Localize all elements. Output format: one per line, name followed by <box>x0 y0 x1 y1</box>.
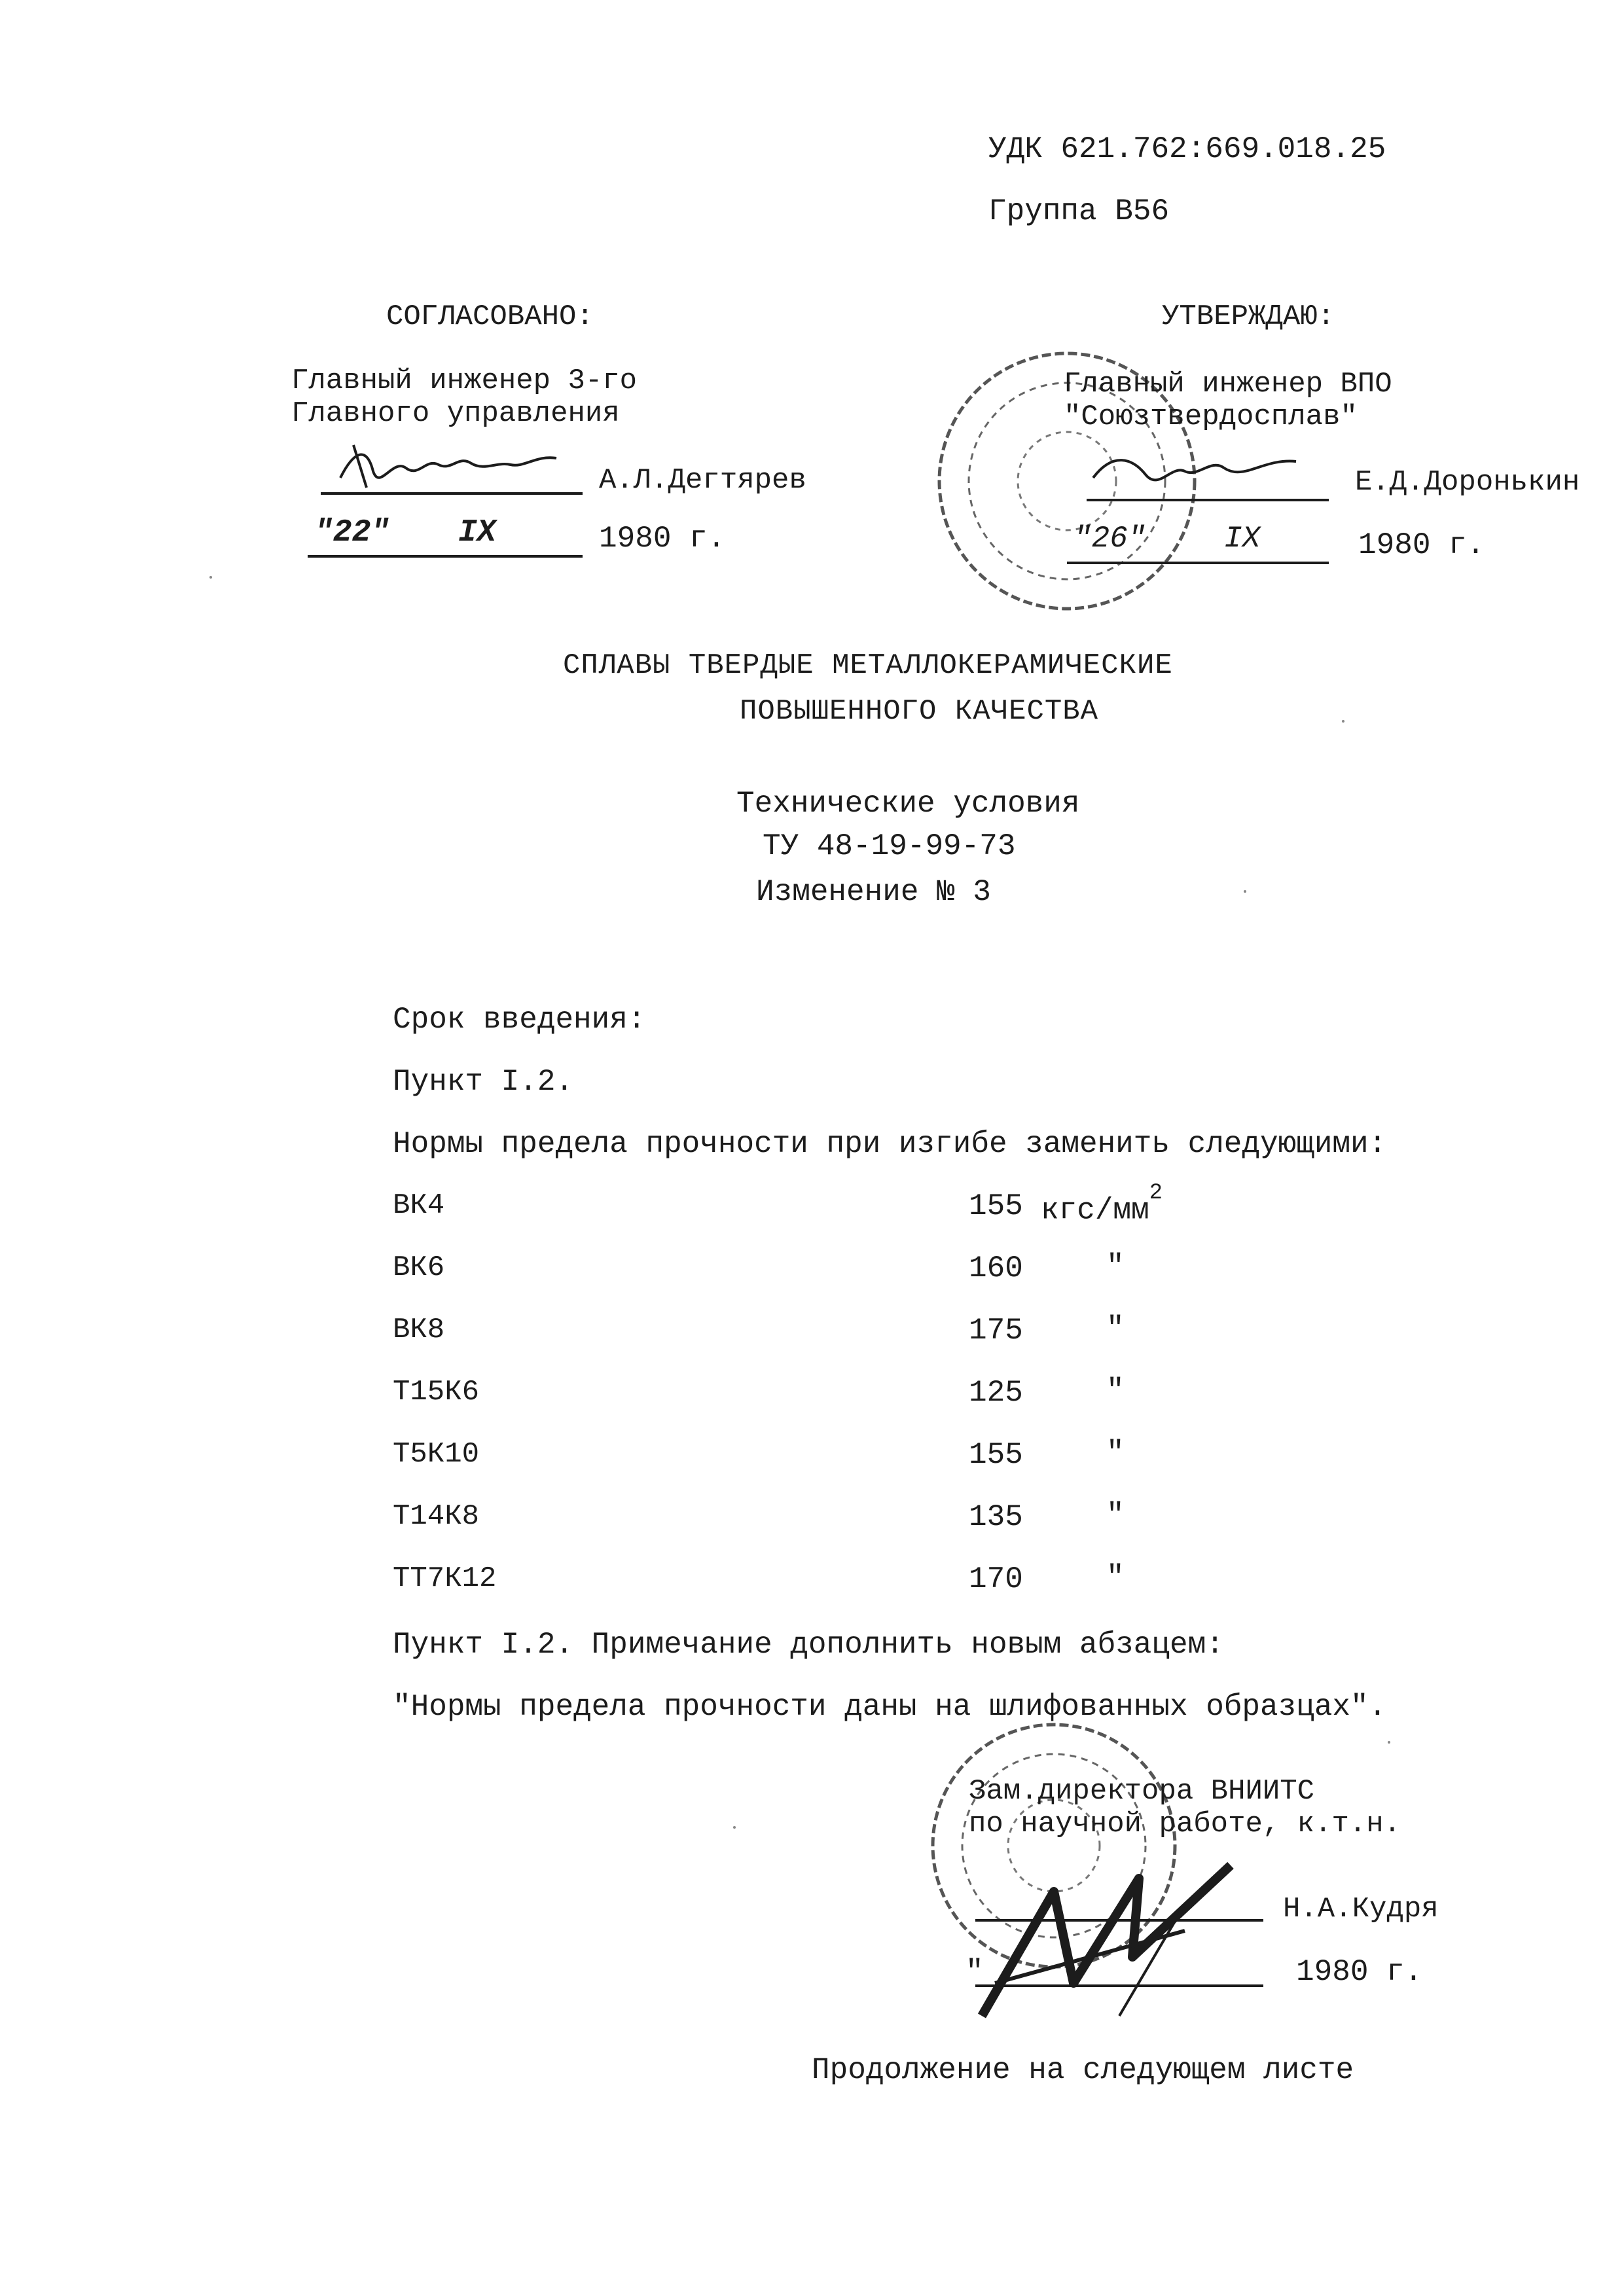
approved-position-line2: "Союзтвердосплав" <box>1064 401 1358 433</box>
signoff-position-line2: по научной работе, к.т.н. <box>969 1808 1401 1840</box>
scan-speck <box>733 1826 736 1829</box>
group-code: Группа В56 <box>988 194 1170 228</box>
approved-date-day: "26" <box>1074 522 1146 556</box>
agreed-date-day: "22" <box>314 515 390 550</box>
unit-exponent: 2 <box>1149 1181 1163 1206</box>
signoff-date-quote: " <box>965 1955 984 1989</box>
table-row-value: 155 <box>969 1189 1023 1223</box>
table-row-alloy: ВК8 <box>393 1314 445 1346</box>
scan-speck <box>1388 1741 1390 1744</box>
clause: Пункт I.2. <box>393 1065 574 1099</box>
approved-name: Е.Д.Доронькин <box>1355 466 1580 499</box>
table-row-value: 160 <box>969 1251 1023 1285</box>
approved-year: 1980 г. <box>1358 528 1485 562</box>
signoff-name: Н.А.Кудря <box>1283 1893 1439 1926</box>
table-row-value: 135 <box>969 1500 1023 1534</box>
agreed-position-line2: Главного управления <box>291 397 620 430</box>
unit-text: кгс/мм <box>1041 1193 1149 1228</box>
ditto-mark: " <box>1106 1498 1125 1532</box>
note-text: "Нормы предела прочности даны на шлифованных образцах". <box>393 1690 1387 1724</box>
approved-heading: УТВЕРЖДАЮ: <box>1162 300 1335 333</box>
ditto-mark: " <box>1106 1436 1125 1470</box>
signoff-signature-line <box>975 1919 1263 1922</box>
table-row-alloy: ТТ7К12 <box>393 1562 497 1595</box>
approved-position-line1: Главный инженер ВПО <box>1064 368 1392 401</box>
agreed-signature-line <box>321 492 583 495</box>
ditto-mark: " <box>1106 1249 1125 1283</box>
instruction: Нормы предела прочности при изгибе заменить следующими: <box>393 1127 1387 1161</box>
scan-speck <box>1342 720 1344 723</box>
signoff-year: 1980 г. <box>1296 1955 1423 1989</box>
table-row-alloy: ВК4 <box>393 1189 445 1222</box>
table-row-value: 170 <box>969 1562 1023 1596</box>
scan-speck <box>1244 890 1246 893</box>
agreed-year: 1980 г. <box>599 522 726 556</box>
agreed-name: А.Л.Дегтярев <box>599 464 806 497</box>
approved-date-line <box>1067 562 1329 564</box>
continuation-note: Продолжение на следующем листе <box>812 2053 1354 2087</box>
agreed-date-line <box>308 555 583 558</box>
agreed-position-line1: Главный инженер 3-го <box>291 365 638 397</box>
scan-speck <box>209 576 212 579</box>
signoff-signature <box>969 1852 1250 2029</box>
signoff-date-line <box>975 1984 1263 1987</box>
spec-change: Изменение № 3 <box>756 875 991 909</box>
ditto-mark: " <box>1106 1560 1125 1594</box>
ditto-mark: " <box>1106 1312 1125 1346</box>
table-row-unit <box>1041 1181 1163 1228</box>
table-row-value: 175 <box>969 1314 1023 1348</box>
spec-number: ТУ 48-19-99-73 <box>763 829 1016 863</box>
approved-signature-line <box>1087 499 1329 501</box>
signoff-position-line1: Зам.директора ВНИИТС <box>969 1775 1315 1808</box>
table-row-alloy: Т15К6 <box>393 1376 480 1408</box>
agreed-heading: СОГЛАСОВАНО: <box>386 300 594 333</box>
spec-kind: Технические условия <box>736 787 1080 821</box>
approved-date-month: IX <box>1224 522 1261 556</box>
udc-code: УДК 621.762:669.018.25 <box>988 132 1386 166</box>
agreed-date-month: IX <box>458 515 496 550</box>
document-title-line1: СПЛАВЫ ТВЕРДЫЕ МЕТАЛЛОКЕРАМИЧЕСКИЕ <box>563 649 1173 682</box>
intro-date: Срок введения: <box>393 1003 646 1037</box>
table-row-alloy: Т5К10 <box>393 1438 480 1471</box>
table-row-alloy: Т14К8 <box>393 1500 480 1533</box>
note-clause: Пункт I.2. Примечание дополнить новым абзацем: <box>393 1628 1224 1662</box>
table-row-alloy: ВК6 <box>393 1251 445 1284</box>
document-title-line2: ПОВЫШЕННОГО КАЧЕСТВА <box>740 695 1099 728</box>
table-row-value: 155 <box>969 1438 1023 1472</box>
approved-signature <box>1087 439 1309 504</box>
ditto-mark: " <box>1106 1374 1125 1408</box>
table-row-value: 125 <box>969 1376 1023 1410</box>
